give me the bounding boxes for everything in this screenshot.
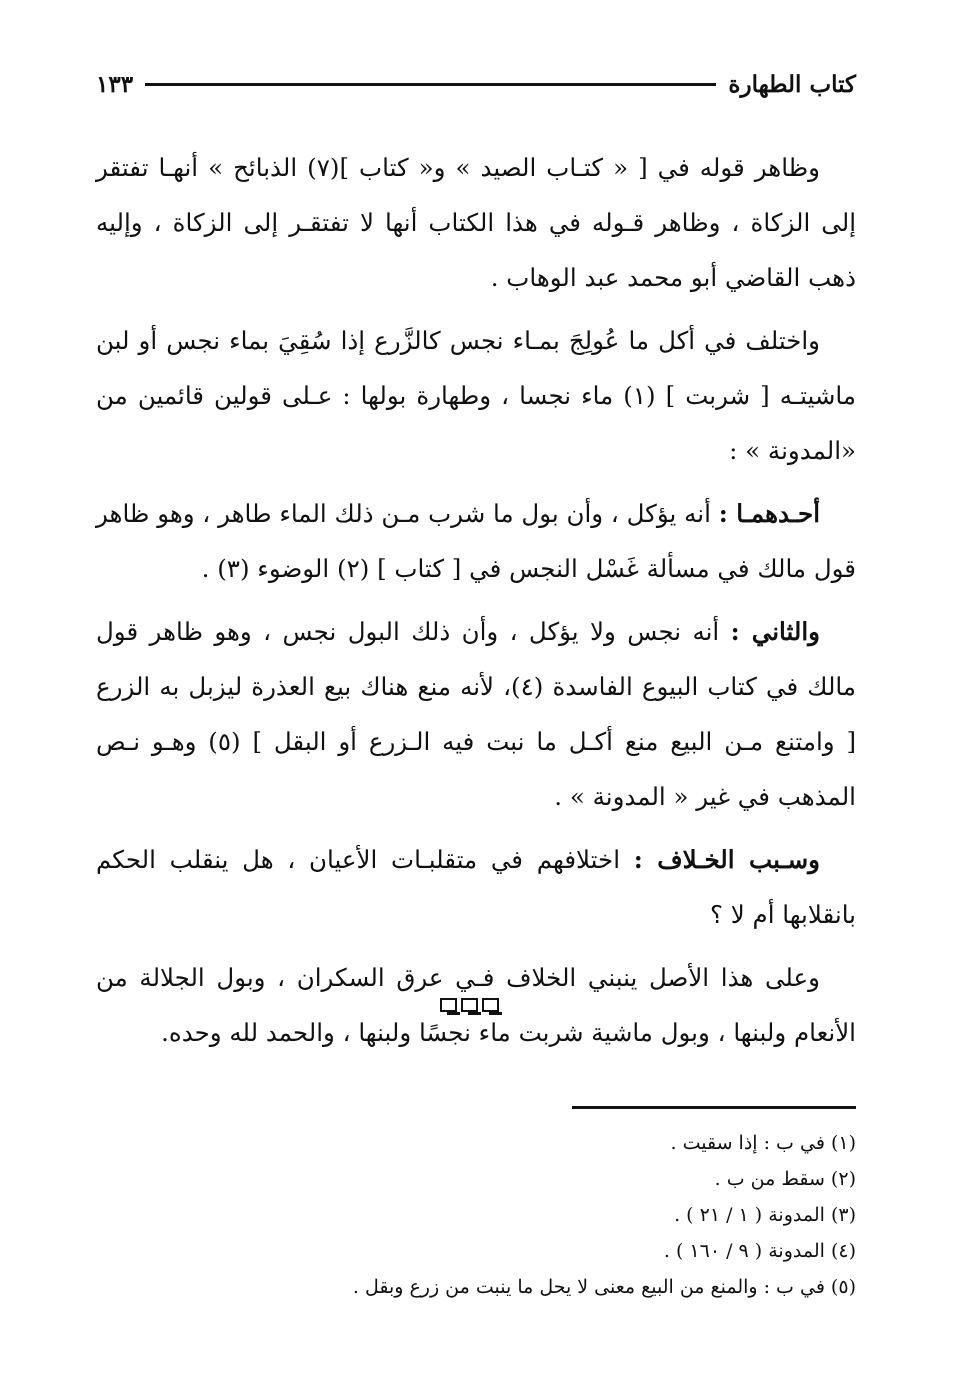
paragraph-lead: والثاني :	[730, 617, 820, 646]
paragraph	[96, 140, 856, 305]
paragraph	[96, 486, 856, 596]
footnote-rule	[572, 1106, 856, 1109]
paragraph	[96, 604, 856, 824]
footnote: (٣) المدونة ( ١ / ٢١ ) .	[674, 1204, 856, 1226]
paragraph-text: وعلى هذا الأصل ينبني الخلاف فـي عرق السكران ، وبول الجلالة من الأنعام ولبنها ، وبول ماشية شربت ماء نجسًا ولبنها ، والحمد لله وحده.	[96, 963, 856, 1047]
paragraph-text: وظاهر قوله في [ « كتـاب الصيد » و« كتاب ](٧) الذبائح » أنهـا تفتقر إلى الزكاة ، وظاهر قـوله في هذا الكتاب أنها لا تفتقـر إلى الزكاة ، وإليه ذهب القاضي أبو محمد عبد الوهاب .	[96, 153, 856, 292]
paragraph-text: اختلافهم في متقلبـات الأعيان ، هل ينقلب الحكم بانقلابها أم لا ؟	[96, 845, 856, 929]
paragraph-lead: وسـبب الخـلاف :	[633, 845, 820, 874]
paragraph-text: واختلف في أكل ما عُولِجَ بمـاء نجس كالزَّرع إذا سُقِيَ بماء نجس أو لبن ماشيتـه [ شربت ] (١) ماء نجسا ، وطهارة بولها : عـلى قولين قائمين من «المدونة » :	[96, 326, 856, 465]
square-ornament-icon	[461, 998, 478, 1012]
section-end-ornament	[429, 994, 509, 1016]
paragraph-text: أنه نجس ولا يؤكل ، وأن ذلك البول نجس ، وهو ظاهر قول مالك في كتاب البيوع الفاسدة (٤)، لأنه منع هناك بيع العذرة ليزبل به الزرع [ وامتنع مـن البيع منع أكـل ما نبت فيه الـزرع أو البقل ] (٥) وهـو نـص المذهب في غير « المدونة » .	[96, 617, 857, 811]
square-ornament-icon	[482, 998, 499, 1012]
footnote: (١) في ب : إذا سقيت .	[670, 1132, 856, 1154]
paragraph	[96, 832, 856, 942]
footnote: (٤) المدونة ( ٩ / ١٦٠ ) .	[663, 1240, 856, 1262]
main-text	[96, 140, 856, 1068]
paragraph-lead: أحـدهمـا :	[718, 499, 821, 528]
page-header	[96, 66, 856, 102]
footnote: (٢) سقط من ب .	[714, 1168, 856, 1190]
square-ornament-icon	[440, 998, 457, 1012]
paragraph	[96, 313, 856, 478]
footnote: (٥) في ب : والمنع من البيع معنى لا يحل ما ينبت من زرع وبقل .	[352, 1276, 856, 1298]
footnotes	[296, 1125, 856, 1305]
page-number: ١٣٣	[96, 70, 134, 98]
running-title: كتاب الطهارة	[728, 70, 856, 98]
paragraph-text: أنه يؤكل ، وأن بول ما شرب مـن ذلك الماء طاهر ، وهو ظاهر قول مالك في مسألة غَسْل النجس في [ كتاب ] (٢) الوضوء (٣) .	[96, 499, 856, 583]
header-rule	[145, 83, 716, 86]
